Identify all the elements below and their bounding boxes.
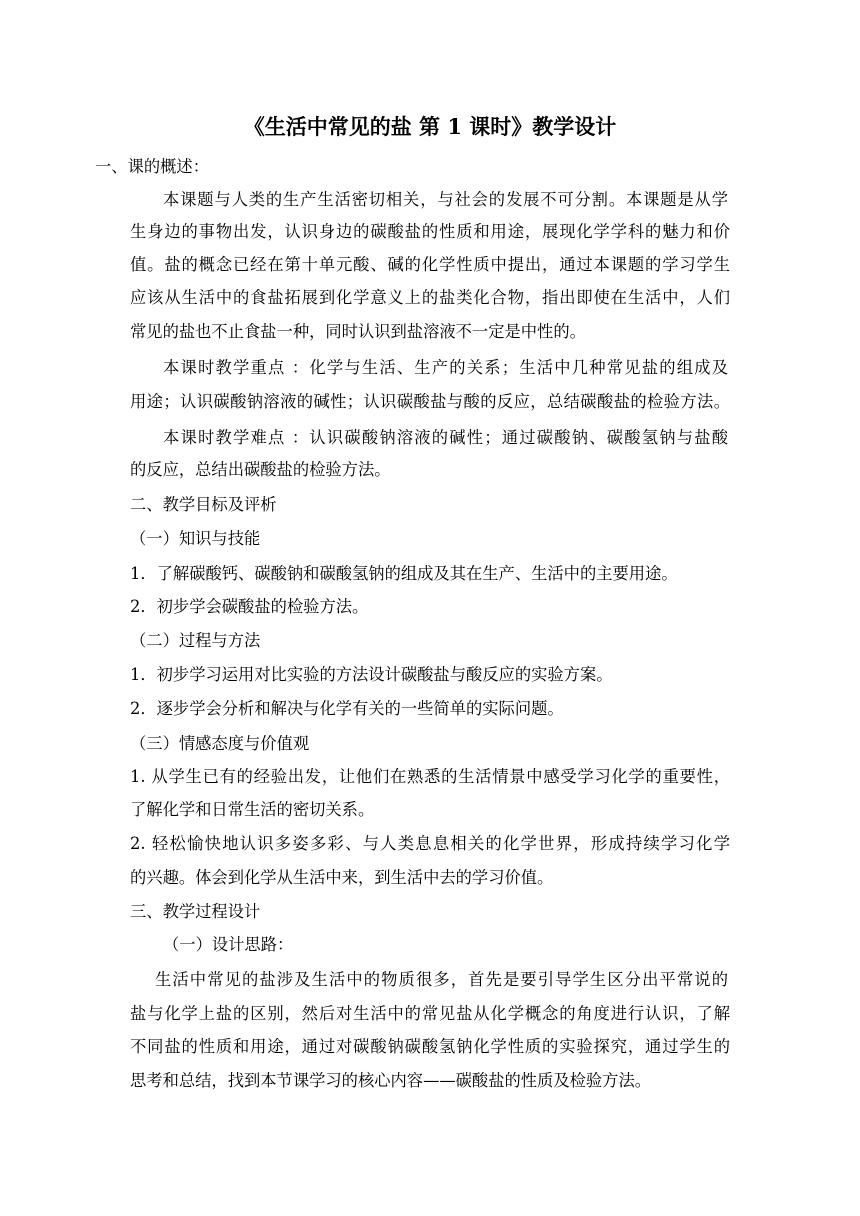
subsection-heading: （一）知识与技能 xyxy=(130,529,261,548)
paragraph-line: 生活中常见的盐涉及生活中的物质很多，首先是要引导学生区分出平常说的 xyxy=(155,970,728,989)
list-item: 1. 从学生已有的经验出发，让他们在熟悉的生活情景中感受学习化学的重要性， xyxy=(130,767,730,786)
list-item: 2. 轻松愉快地认识多姿多彩、与人类息息相关的化学世界，形成持续学习化学 xyxy=(130,834,730,853)
section-heading-objectives: 二、教学目标及评析 xyxy=(130,495,277,514)
paragraph-line: 思考和总结，找到本节课学习的核心内容——碳酸盐的性质及检验方法。 xyxy=(130,1071,652,1090)
paragraph-line: 值。盐的概念已经在第十单元酸、碱的化学性质中提出，通过本课题的学习学生 xyxy=(130,255,730,274)
paragraph-line: 应该从生活中的食盐拓展到化学意义上的盐类化合物，指出即使在生活中，人们 xyxy=(130,288,730,307)
subsection-heading: （二）过程与方法 xyxy=(130,631,261,650)
subsection-heading: （三）情感态度与价值观 xyxy=(130,734,310,753)
list-item: 的兴趣。体会到化学从生活中来，到生活中去的学习价值。 xyxy=(130,868,554,887)
paragraph-line: 生身边的事物出发，认识身边的碳酸盐的性质和用途，展现化学学科的魅力和价 xyxy=(130,222,730,241)
document-title: 《生活中常见的盐 第 1 课时》教学设计 xyxy=(243,114,617,139)
list-item: 2．逐步学会分析和解决与化学有关的一些简单的实际问题。 xyxy=(130,699,564,718)
paragraph-line: 本课题与人类的生产生活密切相关，与社会的发展不可分割。本课题是从学 xyxy=(163,190,728,209)
paragraph-line: 常见的盐也不止食盐一种，同时认识到盐溶液不一定是中性的。 xyxy=(130,322,586,341)
key-points-line: 本课时教学重点 ：化学与生活、生产的关系；生活中几种常见盐的组成及 xyxy=(163,358,728,377)
section-heading-process: 三、教学过程设计 xyxy=(130,902,261,921)
list-item: 1．了解碳酸钙、碳酸钠和碳酸氢钠的组成及其在生产、生活中的主要用途。 xyxy=(130,564,678,583)
difficulties-line: 本课时教学难点 ：认识碳酸钠溶液的碱性；通过碳酸钠、碳酸氢钠与盐酸 xyxy=(163,428,728,447)
key-points-line: 用途；认识碳酸钠溶液的碱性；认识碳酸盐与酸的反应，总结碳酸盐的检验方法。 xyxy=(130,392,730,411)
section-heading-overview: 一、课的概述： xyxy=(95,157,209,176)
paragraph-line: 盐与化学上盐的区别，然后对生活中的常见盐从化学概念的角度进行认识，了解 xyxy=(130,1004,730,1023)
difficulties-line: 的反应，总结出碳酸盐的检验方法。 xyxy=(130,460,391,479)
list-item: 2．初步学会碳酸盐的检验方法。 xyxy=(130,597,369,616)
list-item: 了解化学和日常生活的密切关系。 xyxy=(130,800,375,819)
paragraph-line: 不同盐的性质和用途，通过对碳酸钠碳酸氢钠化学性质的实验探究，通过学生的 xyxy=(130,1037,730,1056)
subsection-heading: （一）设计思路： xyxy=(163,935,294,954)
list-item: 1．初步学习运用对比实验的方法设计碳酸盐与酸反应的实验方案。 xyxy=(130,665,613,684)
